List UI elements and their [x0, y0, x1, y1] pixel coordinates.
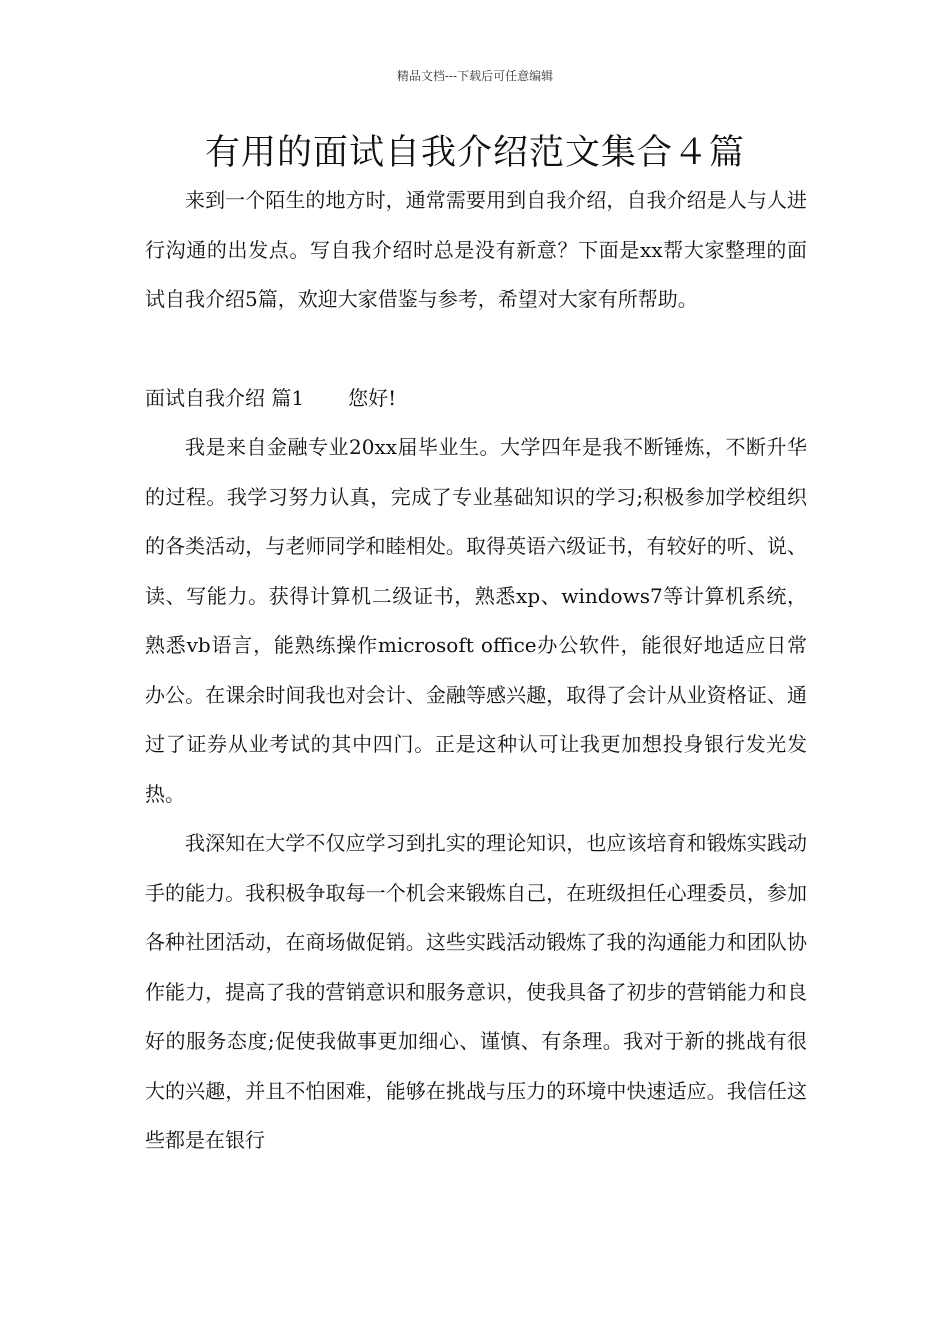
body-paragraph-2: 我深知在大学不仅应学习到扎实的理论知识，也应该培育和锻炼实践动手的能力。我积极争取每一个机会来锻炼自己，在班级担任心理委员，参加各种社团活动，在商场做促销。这些实践活动锻炼了我的沟通能力和团队协作能力，提高了我的营销意识和服务意识，使我具备了初步的营销能力和良好的服务态度;促使我做事更加细心、谨慎、有条理。我对于新的挑战有很大的兴趣，并且不怕困难，能够在挑战与压力的环境中快速适应。我信任这些都是在银行 — [145, 831, 807, 1152]
section-heading: 面试自我介绍 篇1 — [145, 385, 305, 410]
document-title: 有用的面试自我介绍范文集合４篇 — [204, 133, 745, 173]
section-heading-line — [145, 374, 807, 424]
document-body — [145, 176, 807, 1166]
header-note: 精品文档---下载后可任意编辑 — [396, 69, 554, 83]
intro-paragraph: 来到一个陌生的地方时，通常需要用到自我介绍，自我介绍是人与人进行沟通的出发点。写自我介绍时总是没有新意？下面是xx帮大家整理的面试自我介绍5篇，欢迎大家借鉴与参考，希望对大家有所帮助。 — [145, 188, 807, 311]
body-paragraph-1: 我是来自金融专业20xx届毕业生。大学四年是我不断锤炼，不断升华的过程。我学习努力认真，完成了专业基础知识的学习;积极参加学校组织的各类活动，与老师同学和睦相处。取得英语六级证书，有较好的听、说、读、写能力。获得计算机二级证书，熟悉xp、windows7等计算机系统，熟悉vb语言，能熟练操作microsoft office办公软件，能很好地适应日常办公。在课余时间我也对会计、金融等感兴趣，取得了会计从业资格证、通过了证券从业考试的其中四门。正是这种认可让我更加想投身银行发光发热。 — [145, 435, 807, 806]
greeting-text: 您好! — [348, 385, 397, 410]
paragraph-spacer — [145, 325, 807, 374]
